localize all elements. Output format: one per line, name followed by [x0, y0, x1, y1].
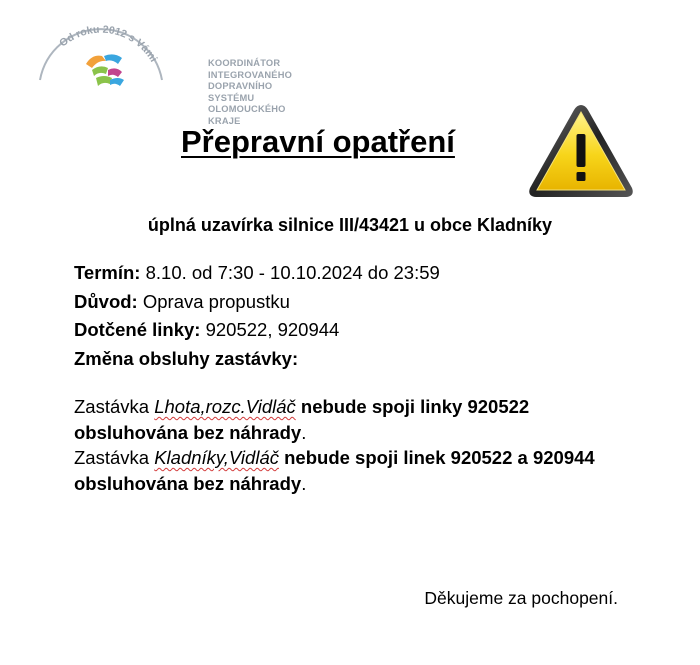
stop-notice-end: . [301, 472, 307, 494]
change-label: Změna obsluhy zastávky: [74, 347, 299, 369]
lines-value: 920522, 920944 [205, 319, 340, 340]
notice-subtitle: úplná uzavírka silnice III/43421 u obce Kladníky [147, 215, 553, 235]
term-value: 8.10. od 7:30 - 10.10.2024 do 23:59 [145, 262, 440, 283]
lines-row [74, 316, 440, 345]
stop-notice [74, 394, 634, 445]
change-row [74, 345, 440, 374]
reason-row [74, 288, 440, 317]
stop-name: Kladníky,Vidláč [154, 447, 279, 468]
kidsok-logo [36, 14, 293, 126]
logo-org-line: OLOMOUCKÉHO KRAJE [208, 104, 286, 126]
logo-emblem-icon [36, 14, 176, 104]
logo-org-name [208, 58, 292, 127]
stop-notice-text: nebude spoji linky 920522 obsluhována bez náhrady [74, 396, 530, 443]
thanks-text: Děkujeme za pochopení. [424, 588, 618, 608]
term-row [74, 259, 440, 288]
logo-org-line: INTEGROVANÉHO [208, 69, 293, 80]
logo-org-line: DOPRAVNÍHO SYSTÉMU [208, 81, 273, 103]
reason-value: Oprava propustku [142, 290, 290, 312]
lines-label: Dotčené linky: [74, 319, 201, 340]
stop-notices [74, 394, 634, 496]
logo-org-line: KOORDINÁTOR [208, 58, 281, 68]
stop-prefix: Zastávka [74, 396, 150, 417]
stop-name: Lhota,rozc.Vidláč [154, 396, 296, 417]
logo-arc-text: Od roku 2012 s Vámi [57, 23, 160, 65]
stop-notice-text: nebude spoji linek 920522 a 920944 obsluhována bez náhrady [74, 447, 595, 494]
warning-triangle-icon [526, 102, 636, 200]
reason-label: Důvod: [74, 290, 138, 312]
stop-notice [74, 445, 634, 496]
stop-notice-end: . [301, 421, 307, 443]
term-label: Termín: [74, 262, 141, 283]
notice-details [74, 259, 440, 373]
page-title: Přepravní opatření [181, 124, 455, 159]
stop-prefix: Zastávka [74, 447, 150, 468]
